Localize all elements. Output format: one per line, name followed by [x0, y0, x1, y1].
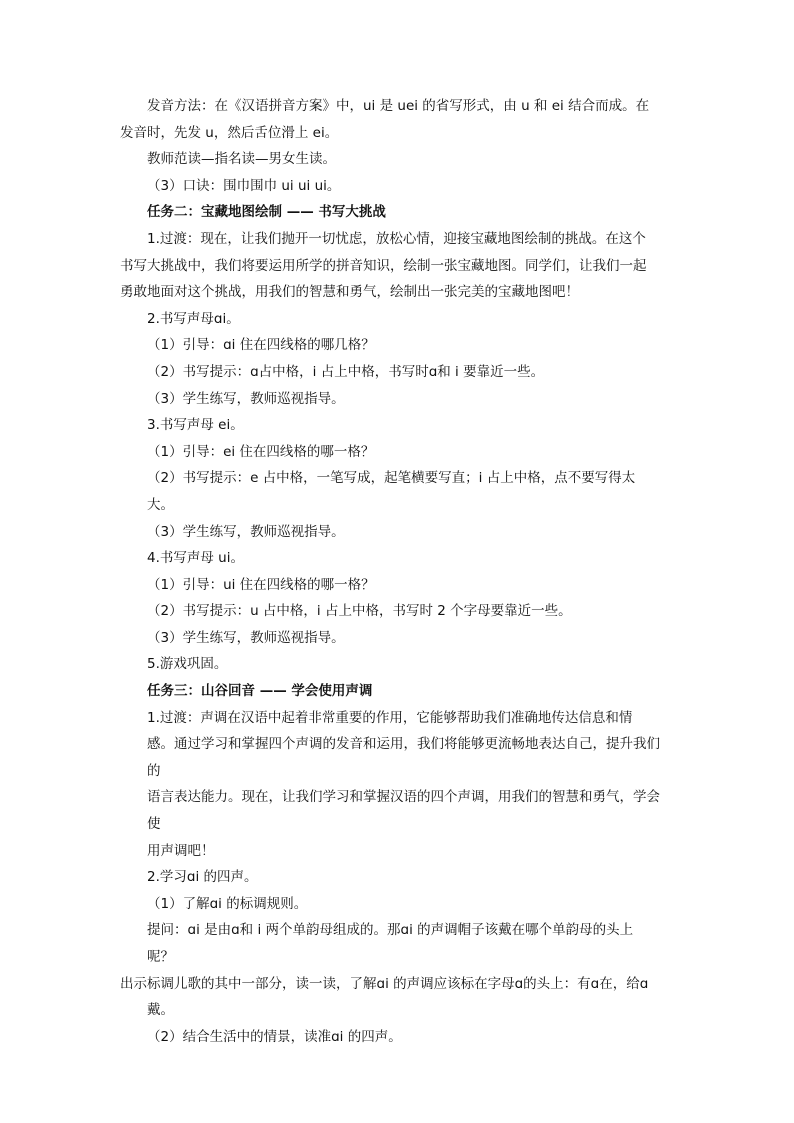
text-line: （3）口诀：围巾围巾 ui ui ui。 [147, 177, 341, 194]
text-line: （1）引导：ɑi 住在四线格的哪几格？ [147, 337, 375, 354]
section-heading: 任务二：宝藏地图绘制 —— 书写大挑战 [147, 204, 386, 221]
text-line: 大。 [147, 496, 174, 513]
text-line: 感。通过学习和掌握四个声调的发音和运用，我们将能够更流畅地表达自己，提升我们的 [147, 736, 660, 779]
text-line: 教师范读—指名读—男女生读。 [147, 151, 336, 168]
text-line: （2）书写提示：u 占中格，i 占上中格，书写时 2 个字母要靠近一些。 [147, 603, 572, 620]
text-line: （2）书写提示：e 占中格，一笔写成，起笔横要写直；i 占上中格，点不要写得太 [147, 470, 636, 487]
text-line: 2.书写声母ɑi。 [147, 310, 240, 327]
text-line: （1）引导：ui 住在四线格的哪一格？ [147, 576, 375, 593]
text-line: 戴。 [147, 1002, 174, 1019]
text-line: 书写大挑战中，我们将要运用所学的拼音知识，绘制一张宝藏地图。同学们，让我们一起 [120, 257, 647, 274]
text-line: （2）结合生活中的情景，读准ɑi 的四声。 [147, 1028, 402, 1045]
text-line: （1）引导：ei 住在四线格的哪一格？ [147, 443, 375, 460]
text-line: （3）学生练写，教师巡视指导。 [147, 523, 345, 540]
text-line: 5.游戏巩固。 [147, 656, 228, 673]
text-line: 3.书写声母 ei。 [147, 417, 244, 434]
text-line: （1）了解ɑi 的标调规则。 [147, 895, 308, 912]
text-line: 4.书写声母 ui。 [147, 550, 244, 567]
text-line: 出示标调儿歌的其中一部分，读一读，了解ɑi 的声调应该标在字母ɑ的头上：有ɑ在，给ɑ [120, 975, 649, 992]
text-line: 呢？ [147, 949, 174, 965]
text-line: （3）学生练写，教师巡视指导。 [147, 629, 345, 646]
text-line: 提问：ɑi 是由ɑ和 i 两个单韵母组成的。那ɑi 的声调帽子该戴在哪个单韵母的头上 [147, 922, 634, 939]
text-line: 语言表达能力。现在，让我们学习和掌握汉语的四个声调，用我们的智慧和勇气，学会使 [147, 789, 660, 833]
text-line: 1.过渡：声调在汉语中起着非常重要的作用，它能够帮助我们准确地传达信息和情 [147, 709, 633, 726]
text-line: 1.过渡：现在，让我们抛开一切忧虑，放松心情，迎接宝藏地图绘制的挑战。在这个 [147, 230, 646, 247]
text-line: （3）学生练写，教师巡视指导。 [147, 390, 345, 407]
text-line: 2.学习ɑi 的四声。 [147, 869, 258, 886]
section-heading: 任务三：山谷回音 —— 学会使用声调 [147, 683, 373, 700]
text-line: （2）书写提示：ɑ占中格，i 占上中格，书写时ɑ和 i 要靠近一些。 [147, 363, 545, 380]
text-line: 发音方法：在《汉语拼音方案》中，ui 是 uei 的省写形式，由 u 和 ei 结合而成。在 [147, 98, 650, 114]
document-body [120, 93, 667, 1050]
text-line: 发音时，先发 u，然后舌位滑上 ei。 [120, 124, 339, 141]
text-line: 用声调吧！ [147, 842, 215, 859]
text-line: 勇敢地面对这个挑战，用我们的智慧和勇气，绘制出一张完美的宝藏地图吧！ [120, 284, 579, 301]
